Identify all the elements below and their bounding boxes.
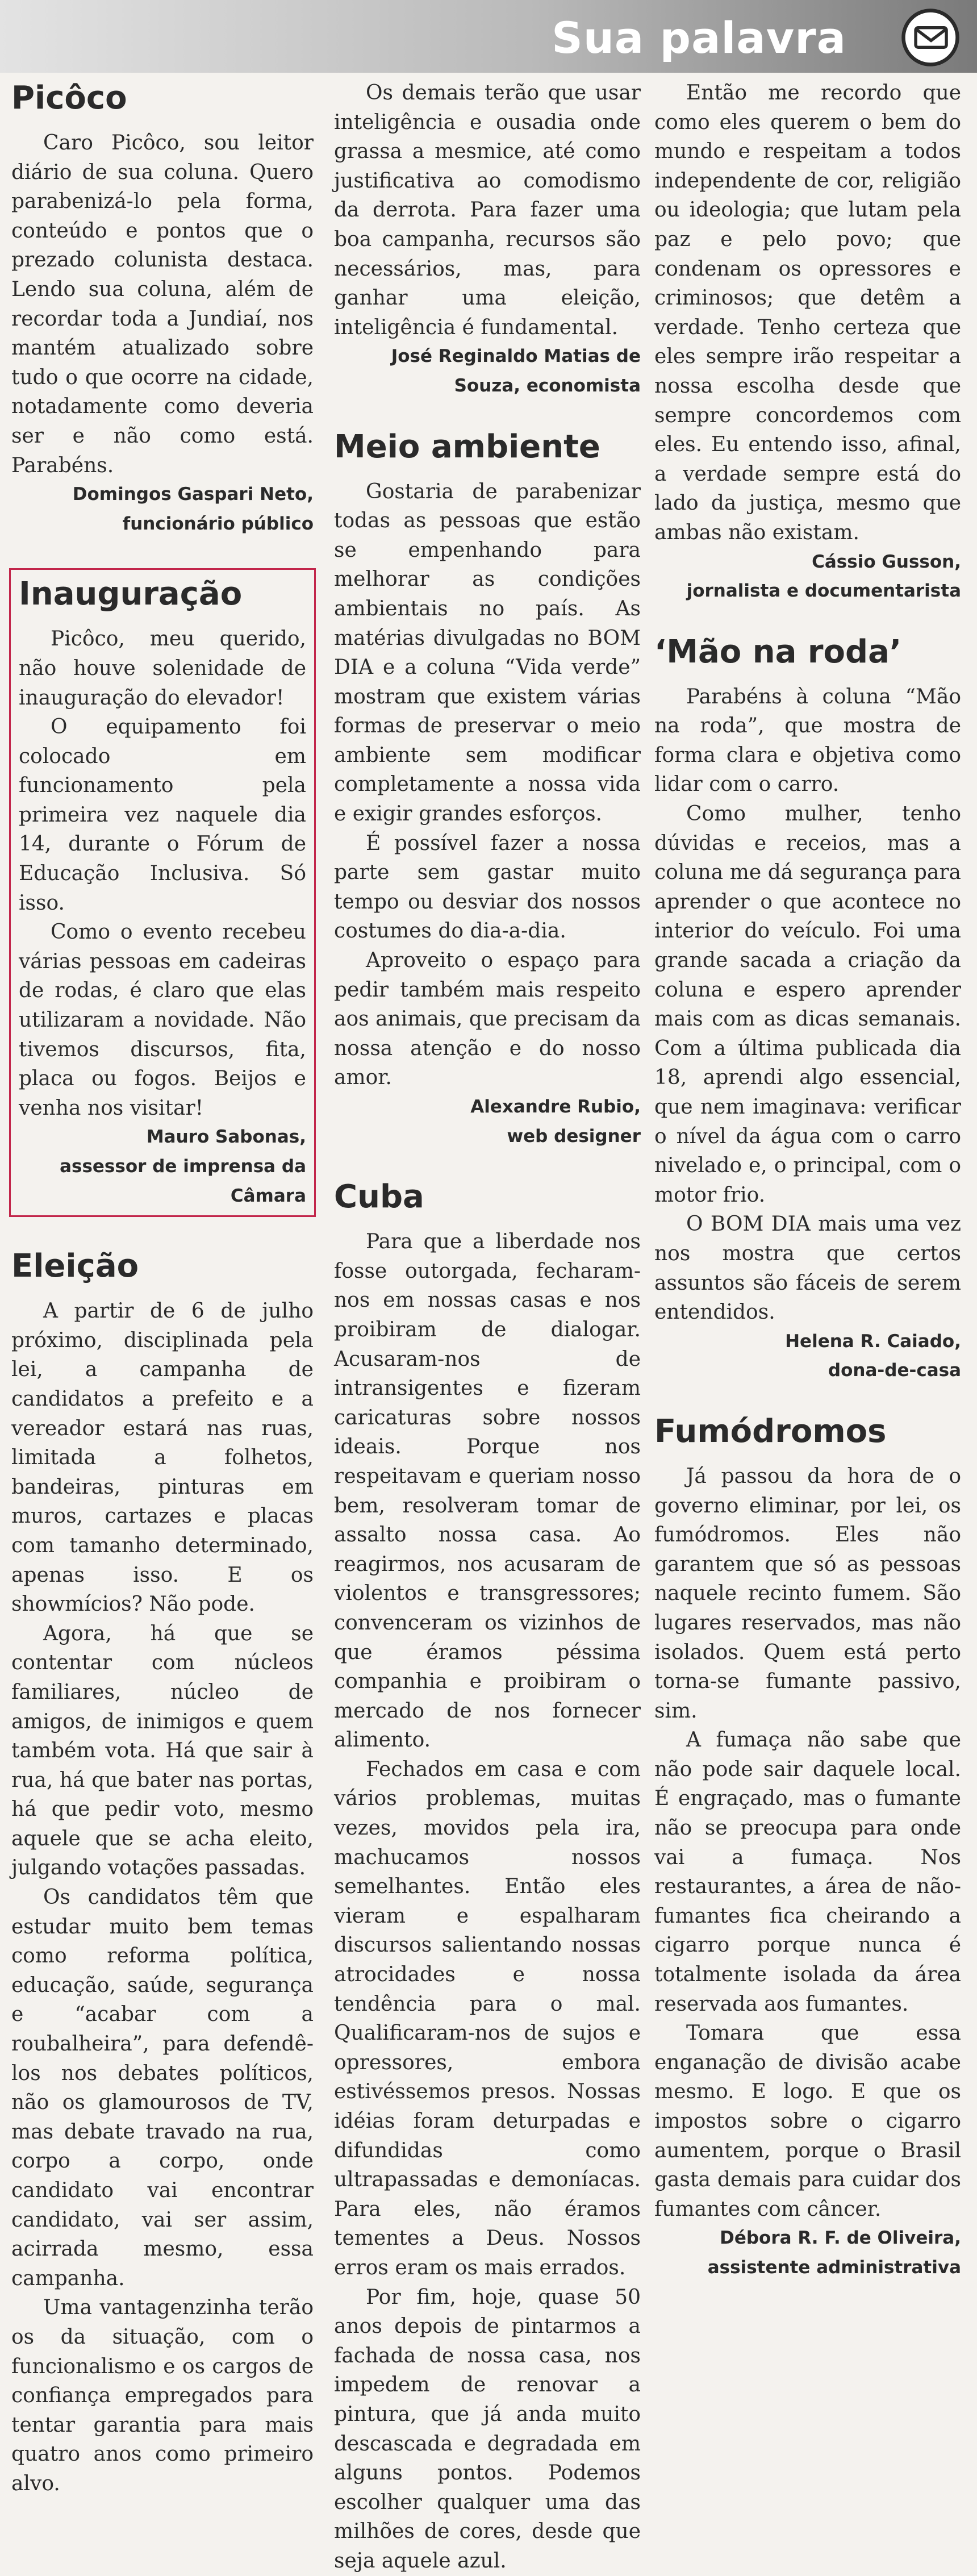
letter-paragraph: Parabéns à coluna “Mão na roda”, que mostra de forma clara e objetiva como lidar com o carro. xyxy=(654,685,961,797)
letter-signature-name: Domingos Gaspari Neto, xyxy=(72,484,314,505)
letter-meio-ambiente xyxy=(334,427,641,1152)
letter-paragraph: Então me recordo que como eles querem o bem do mundo e respeitam a todos independente de cor, religião ou ideologia; que lutam pela paz e pelo povo; que condenam os opressores e criminosos; que detêm a verdade. Tenho certeza que eles sempre irão respeitar a nossa escolha desde que sempre concordemos com eles. Eu entendo isso, afinal, a verdade sempre está do lado da justiça, mesmo que ambas não existam. xyxy=(654,81,961,544)
letter-signature-name: Mauro Sabonas, xyxy=(146,1127,306,1148)
letter-paragraph: A partir de 6 de julho próximo, disciplinada pela lei, a campanha de candidatos a prefeito e a vereador estará nas ruas, limitada a folhetos, bandeiras, pinturas em muros, cartazes e placas com tamanho determinado, apenas isso. E os showmícios? Não pode. xyxy=(11,1299,314,1616)
letter-paragraph: Picôco, meu querido, não houve solenidade de inauguração do elevador! xyxy=(19,627,306,710)
letter-title: Picôco xyxy=(11,80,127,116)
letter-inauguracao-box xyxy=(9,568,316,1217)
letter-paragraph: Os demais terão que usar inteligência e ousadia onde grassa a mesmice, até como justificativa ao comodismo da derrota. Para fazer uma boa campanha, recursos são necessários, mas, para ganhar uma eleição, inteligência é fundamental. xyxy=(334,81,641,339)
section-banner xyxy=(0,0,977,73)
letter-title: ‘Mão na roda’ xyxy=(654,633,902,670)
letter-signature-role: dona-de-casa xyxy=(828,1360,961,1381)
letter-paragraph: Por fim, hoje, quase 50 anos depois de pintarmos a fachada de nossa casa, nos impedem de renovar a pintura, que já anda muito descascada e degradada em alguns pontos. Podemos escolher qualquer uma das milhões de cores, desde que seja aquele azul. xyxy=(334,2285,641,2573)
letter-signature-name: Alexandre Rubio, xyxy=(470,1097,641,1117)
letter-signature-role: Souza, economista xyxy=(454,375,641,396)
letter-paragraph: Aproveito o espaço para pedir também mais respeito aos animais, que precisam da nossa atenção e do nosso amor. xyxy=(334,949,641,1090)
letter-title: Fumódromos xyxy=(654,1412,887,1450)
letter-title: Inauguração xyxy=(19,576,243,613)
letter-signature-role: web designer xyxy=(507,1126,641,1147)
letter-paragraph: É possível fazer a nossa parte sem gastar muito tempo ou desviar dos nossos costumes do dia-a-dia. xyxy=(334,831,641,943)
letter-paragraph: Já passou da hora de o governo eliminar, por lei, os fumódromos. Eles não garantem que só as pessoas naquele recinto fumem. São lugares reservados, mas não isolados. Quem está perto torna-se fumante passivo, sim. xyxy=(654,1464,961,1723)
letter-title: Cuba xyxy=(334,1178,424,1216)
letter-eleicao-continued xyxy=(334,78,641,401)
letter-signature-role: jornalista e documentarista xyxy=(686,581,961,602)
letter-signature-name: José Reginaldo Matias de xyxy=(391,346,641,367)
letter-paragraph: A fumaça não sabe que não pode sair daquele local. É engraçado, mas o fumante não se preocupa para onde vai a fumaça. Nos restaurantes, a área de não-fumantes fica cheirando a cigarro porque nunca é totalmente isolada da área reservada aos fumantes. xyxy=(654,1728,961,2016)
letter-paragraph: O equipamento foi colocado em funcionamento pela primeira vez naquele dia 14, durante o Fórum de Educação Inclusiva. Só isso. xyxy=(19,715,306,915)
letter-signature-role: funcionário público xyxy=(122,513,314,534)
letter-paragraph: Para que a liberdade nos fosse outorgada, fecharam-nos em nossas casas e nos proibiram de dialogar. Acusaram-nos de intransigentes e fizeram caricaturas sobre nossos ideais. Porque nos respeitavam e queriam nosso bem, resolveram tomar de assalto nossa casa. Ao reagirmos, nos acusaram de violentos e transgressores; convenceram os vizinhos de que éramos péssima companhia e proibiram o mercado de nos fornecer alimento. xyxy=(334,1230,641,1752)
letter-paragraph: Caro Picôco, sou leitor diário de sua coluna. Quero parabenizá-lo pela forma, conteúdo e pontos que o prezado colunista destaca. Lendo sua coluna, além de recordar toda a Jundiaí, nos mantém atualizado sobre tudo o que ocorre na cidade, notadamente como deveria ser e não como está. Parabéns. xyxy=(11,131,314,477)
letter-paragraph: Como o evento recebeu várias pessoas em cadeiras de rodas, é claro que elas utilizaram a novidade. Não tivemos discursos, fita, placa ou fogos. Beijos e venha nos visitar! xyxy=(19,920,306,1120)
letter-paragraph: Tomara que essa enganação de divisão acabe mesmo. E logo. E que os impostos sobre o cigarro aumentem, porque o Brasil gasta demais para cuidar dos fumantes com câncer. xyxy=(654,2021,961,2221)
letter-cuba xyxy=(334,1177,641,2575)
letter-signature-role: assessor de imprensa da Câmara xyxy=(60,1156,306,1206)
letter-paragraph: O BOM DIA mais uma vez nos mostra que certos assuntos são fáceis de serem entendidos. xyxy=(654,1212,961,1324)
letter-paragraph: Uma vantagenzinha terão os da situação, com o funcionalismo e os cargos de confiança empregados para tentar garantia para mais quatro anos como primeiro alvo. xyxy=(11,2296,314,2495)
column-1 xyxy=(9,78,316,2499)
letter-paragraph: Agora, há que se contentar com núcleos familiares, núcleo de amigos, de inimigos e quem também vota. Há que sair à rua, há que bater nas portas, há que pedir voto, mesmo aquele que se acha eleito, julgando votações passadas. xyxy=(11,1622,314,1880)
column-2 xyxy=(334,78,641,2576)
letter-signature-role: assistente administrativa xyxy=(707,2257,961,2278)
letter-picoco xyxy=(9,78,316,539)
letter-signature-name: Débora R. F. de Oliveira, xyxy=(720,2228,961,2249)
letter-signature-name: Helena R. Caiado, xyxy=(785,1331,961,1352)
letter-cuba-continued xyxy=(654,78,961,606)
letter-eleicao xyxy=(9,1247,316,2498)
letter-paragraph: Gostaria de parabenizar todas as pessoas que estão se empenhando para melhorar as condições ambientais no país. As matérias divulgadas no BOM DIA e a coluna “Vida verde” mostram que existem várias formas de preservar o meio ambiente sem modificar completamente a nossa vida e exigir grandes esforços. xyxy=(334,480,641,826)
letter-paragraph: Como mulher, tenho dúvidas e receios, mas a coluna me dá segurança para aprender o que acontece no interior do veículo. Foi uma grande sacada a criação da coluna e espero aprender mais com as dicas semanais. Com a última publicada dia 18, aprendi algo essencial, que nem imaginava: verificar o nível da água com o carro nivelado e, o principal, com o motor frio. xyxy=(654,802,961,1207)
letter-paragraph: Os candidatos têm que estudar muito bem temas como reforma política, educação, saúde, segurança e “acabar com a roubalheira”, para defendê-los nos debates políticos, não os glamourosos de TV, mas debate travado na rua, corpo a corpo, onde candidato vai encontrar candidato, vai ser assim, acirrada mesmo, essa campanha. xyxy=(11,1886,314,2290)
letter-signature-name: Cássio Gusson, xyxy=(812,551,961,572)
letter-mao-na-roda xyxy=(654,632,961,1386)
column-3 xyxy=(654,78,961,2283)
letter-fumodromos xyxy=(654,1412,961,2283)
letter-speech-icon xyxy=(900,7,961,68)
letter-title: Meio ambiente xyxy=(334,428,600,465)
letter-paragraph: Fechados em casa e com vários problemas, muitas vezes, movidos pela ira, machucamos nossos semelhantes. Então eles vieram e espalharam discursos salientando nossas atrocidades e nossa tendência para o mal. Qualificaram-nos de sujos e opressores, embora estivéssemos presos. Nossas idéias foram deturpadas e difundidas como ultrapassadas e demoníacas. Para eles, não éramos tementes a Deus. Nossos erros eram os mais errados. xyxy=(334,1757,641,2279)
letter-title: Eleição xyxy=(11,1248,139,1285)
section-title: Sua palavra xyxy=(552,12,846,63)
